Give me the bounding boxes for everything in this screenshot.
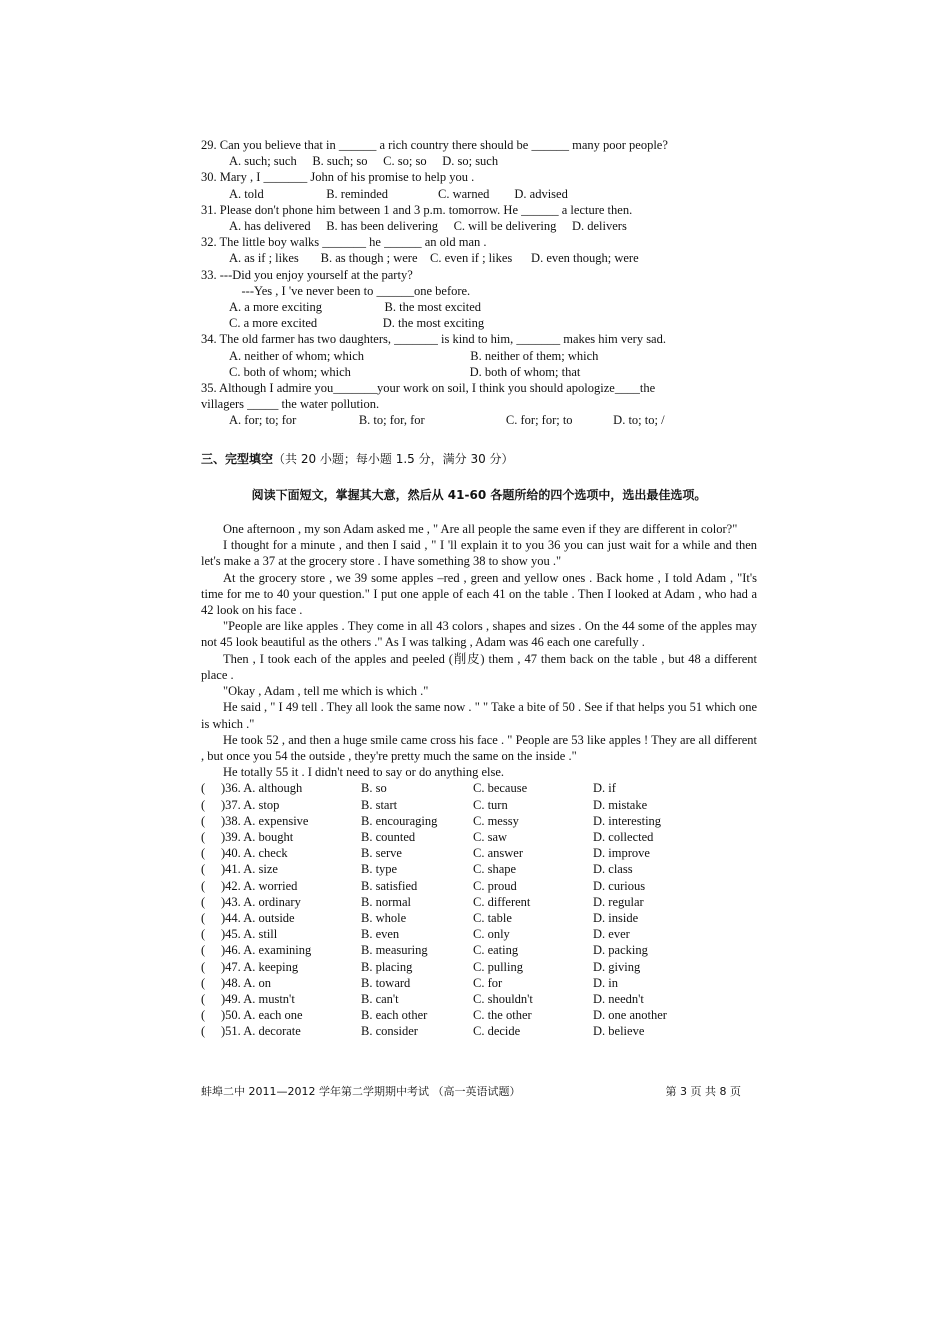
option-b: B. measuring bbox=[361, 943, 428, 958]
option-a: )51. A. decorate bbox=[221, 1024, 301, 1039]
option-a: )41. A. size bbox=[221, 862, 278, 877]
option-a: )38. A. expensive bbox=[221, 813, 309, 828]
option-row bbox=[201, 1023, 667, 1039]
footer-page-number: 第 3 页 共 8 页 bbox=[665, 1085, 741, 1098]
section-heading bbox=[201, 451, 757, 467]
question-34-options-ab: A. neither of whom; which B. neither of them; which bbox=[229, 348, 599, 363]
option-a: )43. A. ordinary bbox=[221, 894, 301, 909]
multiple-choice-section bbox=[201, 137, 757, 429]
option-d: D. giving bbox=[593, 959, 641, 974]
answer-bracket: ( bbox=[201, 894, 206, 909]
option-b: B. each other bbox=[361, 1008, 428, 1023]
question-34-options-cd: C. both of whom; which D. both of whom; that bbox=[229, 364, 581, 379]
option-a: )39. A. bought bbox=[221, 829, 294, 844]
page-footer bbox=[201, 1083, 741, 1099]
option-row bbox=[201, 975, 667, 991]
option-b: B. counted bbox=[361, 829, 416, 844]
option-c: C. decide bbox=[473, 1024, 521, 1039]
option-b: B. placing bbox=[361, 959, 413, 974]
option-row bbox=[201, 991, 667, 1007]
option-a: )47. A. keeping bbox=[221, 959, 299, 974]
option-row bbox=[201, 861, 667, 877]
answer-bracket: ( bbox=[201, 991, 206, 1006]
option-b: B. whole bbox=[361, 910, 407, 925]
option-row bbox=[201, 813, 667, 829]
option-d: D. one another bbox=[593, 1008, 667, 1023]
passage-paragraph: "People are like apples . They come in all 43 colors , shapes and sizes . On the 44 some of the apples may not 45 look beautiful as the others ." As I was talking , Adam was 46 each one carefully . bbox=[201, 619, 757, 650]
answer-bracket: ( bbox=[201, 846, 206, 861]
option-d: D. if bbox=[593, 781, 616, 796]
option-d: D. believe bbox=[593, 1024, 645, 1039]
option-a: )44. A. outside bbox=[221, 910, 295, 925]
option-d: D. collected bbox=[593, 829, 654, 844]
question-32: 32. The little boy walks _______ he ______ an old man . bbox=[201, 235, 487, 250]
answer-bracket: ( bbox=[201, 1024, 206, 1039]
option-d: D. mistake bbox=[593, 797, 648, 812]
option-d: D. inside bbox=[593, 910, 639, 925]
option-row bbox=[201, 959, 667, 975]
answer-bracket: ( bbox=[201, 813, 206, 828]
option-c: C. table bbox=[473, 910, 512, 925]
option-c: C. messy bbox=[473, 813, 519, 828]
option-c: C. the other bbox=[473, 1008, 532, 1023]
option-d: D. improve bbox=[593, 846, 650, 861]
question-30-options: A. told B. reminded C. warned D. advised bbox=[229, 186, 568, 201]
question-33-options-ab: A. a more exciting B. the most excited bbox=[229, 300, 482, 315]
answer-bracket: ( bbox=[201, 829, 206, 844]
option-row bbox=[201, 926, 667, 942]
option-d: D. in bbox=[593, 975, 618, 990]
option-b: B. type bbox=[361, 862, 398, 877]
option-c: C. only bbox=[473, 927, 510, 942]
answer-bracket: ( bbox=[201, 927, 206, 942]
question-29-options: A. such; such B. such; so C. so; so D. so; such bbox=[229, 154, 499, 169]
option-row bbox=[201, 845, 667, 861]
answer-bracket: ( bbox=[201, 910, 206, 925]
option-c: C. pulling bbox=[473, 959, 524, 974]
question-33-reply: ---Yes , I 've never been to ______one before. bbox=[229, 283, 471, 298]
option-c: C. proud bbox=[473, 878, 517, 893]
section-title: 三、完型填空 bbox=[201, 451, 274, 466]
option-b: B. satisfied bbox=[361, 878, 418, 893]
answer-bracket: ( bbox=[201, 781, 206, 796]
answer-bracket: ( bbox=[201, 959, 206, 974]
section-note: （共 20 小题；每小题 1.5 分，满分 30 分） bbox=[273, 451, 514, 466]
passage-paragraph: He totally 55 it . I didn't need to say or do anything else. bbox=[223, 765, 505, 780]
option-a: )40. A. check bbox=[221, 846, 288, 861]
option-d: D. class bbox=[593, 862, 633, 877]
answer-bracket: ( bbox=[201, 975, 206, 990]
option-c: C. shape bbox=[473, 862, 517, 877]
option-b: B. encouraging bbox=[361, 813, 438, 828]
answer-bracket: ( bbox=[201, 943, 206, 958]
option-a: )36. A. although bbox=[221, 781, 303, 796]
option-d: D. needn't bbox=[593, 991, 644, 1006]
answer-bracket: ( bbox=[201, 1008, 206, 1023]
question-33: 33. ---Did you enjoy yourself at the party? bbox=[201, 267, 413, 282]
question-35-line1: 35. Although I admire you_______your work on soil, I think you should apologize____the bbox=[201, 381, 656, 396]
option-c: C. turn bbox=[473, 797, 508, 812]
question-32-options: A. as if ; likes B. as though ; were C. even if ; likes D. even though; were bbox=[229, 251, 639, 266]
option-a: )48. A. on bbox=[221, 975, 271, 990]
option-c: C. for bbox=[473, 975, 503, 990]
question-35-line2: villagers _____ the water pollution. bbox=[201, 397, 380, 412]
option-c: C. because bbox=[473, 781, 528, 796]
option-a: )45. A. still bbox=[221, 927, 278, 942]
option-row bbox=[201, 829, 667, 845]
option-row bbox=[201, 942, 667, 958]
option-c: C. different bbox=[473, 894, 531, 909]
question-33-options-cd: C. a more excited D. the most exciting bbox=[229, 316, 485, 331]
answer-bracket: ( bbox=[201, 878, 206, 893]
passage-paragraph: I thought for a minute , and then I said , " I 'll explain it to you 36 you can just wait for a while and then let's make a 37 at the grocery store . I have something 38 to show you ." bbox=[201, 538, 757, 569]
option-d: D. interesting bbox=[593, 813, 662, 828]
question-30: 30. Mary , I _______ John of his promise to help you . bbox=[201, 170, 475, 185]
question-34: 34. The old farmer has two daughters, _______ is kind to him, _______ makes him very sad. bbox=[201, 332, 666, 347]
option-a: )49. A. mustn't bbox=[221, 991, 295, 1006]
cloze-passage bbox=[201, 521, 757, 780]
question-29: 29. Can you believe that in ______ a rich country there should be ______ many poor people? bbox=[201, 138, 668, 152]
option-b: B. can't bbox=[361, 991, 399, 1006]
option-b: B. so bbox=[361, 781, 387, 796]
option-d: D. curious bbox=[593, 878, 646, 893]
answer-bracket: ( bbox=[201, 797, 206, 812]
passage-paragraph: "Okay , Adam , tell me which is which ." bbox=[223, 684, 429, 699]
passage-paragraph: At the grocery store , we 39 some apples –red , green and yellow ones . Back home , I told Adam , "It's time for me to 40 your question." I put one apple of each 41 on the table . Then I looked at Adam , who had a 42 look on his face . bbox=[201, 570, 757, 618]
option-b: B. even bbox=[361, 927, 400, 942]
passage-paragraph: He said , " I 49 tell . They all look the same now . " " Take a bite of 50 . See if that helps you 51 which one is which ." bbox=[201, 700, 757, 731]
footer-exam-title: 蚌埠二中 2011—2012 学年第二学期期中考试 （高一英语试题） bbox=[201, 1085, 521, 1098]
passage-paragraph: One afternoon , my son Adam asked me , " Are all people the same even if they are different in color?" bbox=[223, 522, 738, 537]
question-31: 31. Please don't phone him between 1 and 3 p.m. tomorrow. He ______ a lecture then. bbox=[201, 202, 633, 217]
option-b: B. consider bbox=[361, 1024, 418, 1039]
answer-bracket: ( bbox=[201, 862, 206, 877]
option-a: )50. A. each one bbox=[221, 1008, 303, 1023]
option-b: B. normal bbox=[361, 894, 411, 909]
question-35-options: A. for; to; for B. to; for, for C. for; for; to D. to; to; / bbox=[229, 413, 665, 428]
passage-paragraph: Then , I took each of the apples and peeled (削皮) them , 47 them back on the table , but 48 a different place . bbox=[201, 651, 757, 682]
section-instruction: 阅读下面短文，掌握其大意，然后从 41-60 各题所给的四个选项中，选出最佳选项。 bbox=[251, 487, 707, 502]
option-d: D. packing bbox=[593, 943, 648, 958]
option-row bbox=[201, 1007, 667, 1023]
option-row bbox=[201, 894, 667, 910]
option-c: C. saw bbox=[473, 829, 508, 844]
cloze-options-table bbox=[201, 780, 667, 1039]
option-b: B. serve bbox=[361, 846, 402, 861]
option-c: C. eating bbox=[473, 943, 519, 958]
option-a: )42. A. worried bbox=[221, 878, 298, 893]
option-row bbox=[201, 780, 667, 796]
option-row bbox=[201, 878, 667, 894]
option-d: D. ever bbox=[593, 927, 630, 942]
option-row bbox=[201, 797, 667, 813]
passage-paragraph: He took 52 , and then a huge smile came cross his face . " People are 53 like apples ! They are all different , but once you 54 the outside , they're pretty much the same on the inside ." bbox=[201, 732, 757, 763]
option-b: B. start bbox=[361, 797, 398, 812]
option-c: C. answer bbox=[473, 846, 523, 861]
option-d: D. regular bbox=[593, 894, 644, 909]
option-c: C. shouldn't bbox=[473, 991, 533, 1006]
option-b: B. toward bbox=[361, 975, 411, 990]
option-a: )37. A. stop bbox=[221, 797, 280, 812]
exam-page bbox=[201, 137, 757, 1040]
option-row bbox=[201, 910, 667, 926]
question-31-options: A. has delivered B. has been delivering C. will be delivering D. delivers bbox=[229, 219, 627, 234]
option-a: )46. A. examining bbox=[221, 943, 312, 958]
